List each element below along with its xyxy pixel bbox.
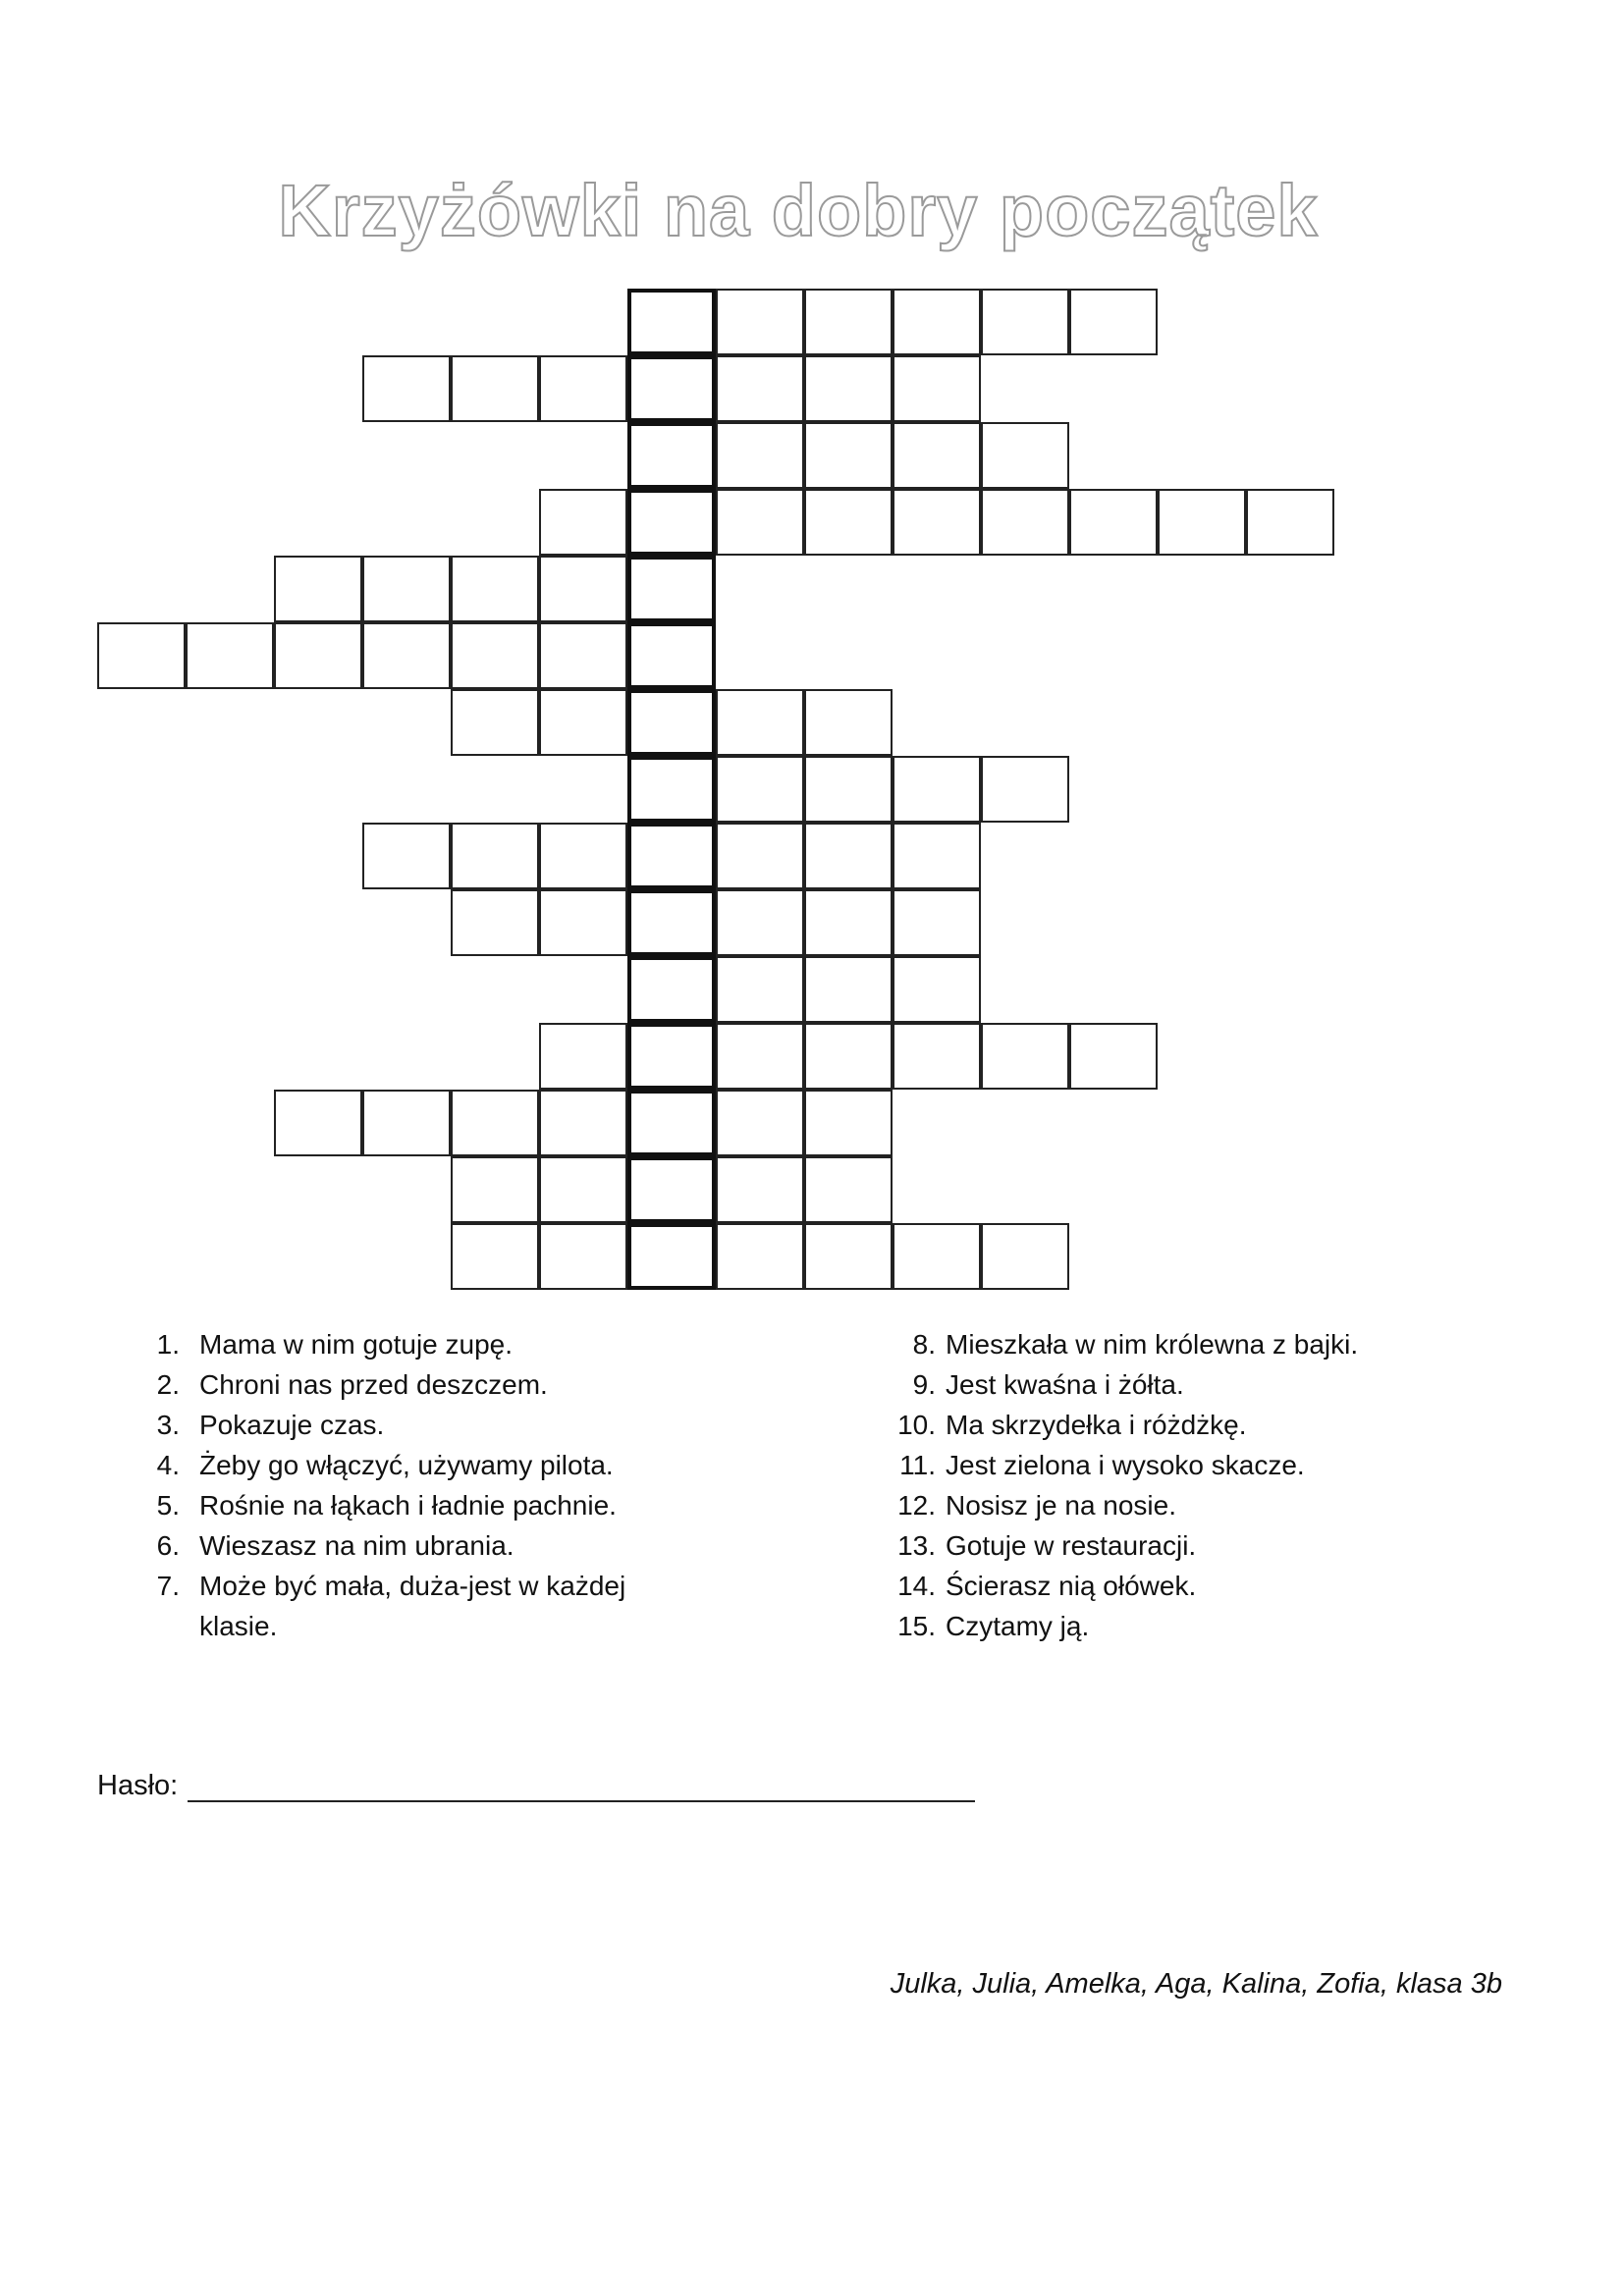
crossword-cell[interactable] (451, 1156, 539, 1223)
clue-text: Jest zielona i wysoko skacze. (946, 1450, 1305, 1480)
crossword-cell[interactable] (716, 1156, 804, 1223)
crossword-cell[interactable] (804, 956, 893, 1023)
crossword-cell[interactable] (716, 756, 804, 823)
crossword-key-cell[interactable] (627, 1223, 716, 1290)
crossword-cell[interactable] (539, 1156, 627, 1223)
crossword-cell[interactable] (716, 1090, 804, 1156)
crossword-cell[interactable] (716, 289, 804, 355)
crossword-cell[interactable] (539, 1023, 627, 1090)
clue-item (142, 1566, 692, 1646)
crossword-key-cell[interactable] (627, 289, 716, 355)
crossword-key-cell[interactable] (627, 756, 716, 823)
crossword-key-cell[interactable] (627, 956, 716, 1023)
clue-text: Jest kwaśna i żółta. (946, 1369, 1184, 1400)
crossword-cell[interactable] (804, 823, 893, 889)
clue-item (891, 1525, 1440, 1566)
clue-item (891, 1324, 1440, 1364)
crossword-cell[interactable] (362, 556, 451, 622)
clue-number: 13. (897, 1530, 936, 1561)
clue-number: 9. (912, 1369, 936, 1400)
crossword-key-cell[interactable] (627, 1023, 716, 1090)
crossword-cell[interactable] (1069, 289, 1158, 355)
crossword-cell[interactable] (716, 355, 804, 422)
clue-item (142, 1324, 692, 1364)
crossword-cell[interactable] (981, 289, 1069, 355)
clue-number: 6. (156, 1530, 180, 1561)
clue-text: Żeby go włączyć, używamy pilota. (199, 1450, 614, 1480)
authors-credit: Julka, Julia, Amelka, Aga, Kalina, Zofia, klasa 3b (890, 1968, 1502, 2000)
clue-number: 2. (156, 1369, 180, 1400)
crossword-cell[interactable] (893, 355, 981, 422)
crossword-cell[interactable] (274, 1090, 362, 1156)
crossword-cell[interactable] (451, 622, 539, 689)
crossword-cell[interactable] (274, 622, 362, 689)
crossword-cell[interactable] (539, 622, 627, 689)
crossword-cell[interactable] (804, 1223, 893, 1290)
crossword-cell[interactable] (451, 556, 539, 622)
crossword-cell[interactable] (186, 622, 274, 689)
crossword-cell[interactable] (981, 422, 1069, 489)
crossword-cell[interactable] (539, 1090, 627, 1156)
crossword-cell[interactable] (539, 1223, 627, 1290)
crossword-key-cell[interactable] (627, 422, 716, 489)
crossword-cell[interactable] (1069, 1023, 1158, 1090)
crossword-cell[interactable] (804, 889, 893, 956)
clue-number: 1. (156, 1329, 180, 1360)
crossword-cell[interactable] (804, 489, 893, 556)
clue-item (142, 1485, 692, 1525)
clue-number: 10. (897, 1410, 936, 1440)
clue-item (142, 1405, 692, 1445)
clue-text: Mieszkała w nim królewna z bajki. (946, 1329, 1359, 1360)
crossword-cell[interactable] (1158, 489, 1246, 556)
clue-list-right (891, 1324, 1440, 1646)
clue-item (891, 1364, 1440, 1405)
crossword-cell[interactable] (804, 1156, 893, 1223)
crossword-cell[interactable] (97, 622, 186, 689)
crossword-cell[interactable] (362, 1090, 451, 1156)
clue-item (142, 1525, 692, 1566)
crossword-cell[interactable] (716, 689, 804, 756)
crossword-cell[interactable] (362, 823, 451, 889)
clue-text: Ma skrzydełka i różdżkę. (946, 1410, 1247, 1440)
clue-text: Może być mała, duża-jest w każdej klasie. (199, 1571, 626, 1641)
crossword-cell[interactable] (893, 1223, 981, 1290)
page-title: Krzyżówki na dobry początek (278, 170, 1319, 251)
crossword-cell[interactable] (893, 823, 981, 889)
answer-line (97, 1770, 975, 1802)
crossword-cell[interactable] (981, 1223, 1069, 1290)
clue-text: Wieszasz na nim ubrania. (199, 1530, 514, 1561)
clue-number: 15. (897, 1611, 936, 1641)
clue-text: Czytamy ją. (946, 1611, 1090, 1641)
crossword-key-cell[interactable] (627, 355, 716, 422)
crossword-cell[interactable] (716, 422, 804, 489)
clue-text: Pokazuje czas. (199, 1410, 385, 1440)
clue-item (891, 1606, 1440, 1646)
crossword-cell[interactable] (893, 422, 981, 489)
crossword-cell[interactable] (716, 823, 804, 889)
crossword-cell[interactable] (981, 489, 1069, 556)
crossword-cell[interactable] (893, 489, 981, 556)
clue-item (142, 1364, 692, 1405)
clue-number: 3. (156, 1410, 180, 1440)
clue-text: Rośnie na łąkach i ładnie pachnie. (199, 1490, 617, 1521)
crossword-cell[interactable] (981, 1023, 1069, 1090)
crossword-cell[interactable] (539, 355, 627, 422)
crossword-cell[interactable] (804, 289, 893, 355)
crossword-key-cell[interactable] (627, 622, 716, 689)
crossword-cell[interactable] (716, 889, 804, 956)
clue-text: Chroni nas przed deszczem. (199, 1369, 548, 1400)
clue-text: Nosisz je na nosie. (946, 1490, 1177, 1521)
crossword-cell[interactable] (893, 289, 981, 355)
clue-number: 8. (912, 1329, 936, 1360)
crossword-key-cell[interactable] (627, 823, 716, 889)
crossword-key-cell[interactable] (627, 889, 716, 956)
crossword-cell[interactable] (804, 756, 893, 823)
answer-label: Hasło: (97, 1770, 179, 1801)
crossword-key-cell[interactable] (627, 689, 716, 756)
crossword-cell[interactable] (716, 1223, 804, 1290)
crossword-cell[interactable] (539, 489, 627, 556)
crossword-cell[interactable] (804, 422, 893, 489)
crossword-cell[interactable] (893, 956, 981, 1023)
clue-list-left (142, 1324, 692, 1646)
crossword-cell[interactable] (804, 689, 893, 756)
clue-number: 12. (897, 1490, 936, 1521)
crossword-cell[interactable] (451, 689, 539, 756)
clue-item (142, 1445, 692, 1485)
clue-number: 14. (897, 1571, 936, 1601)
clue-number: 7. (156, 1571, 180, 1601)
crossword-key-cell[interactable] (627, 489, 716, 556)
crossword-cell[interactable] (981, 756, 1069, 823)
crossword-key-cell[interactable] (627, 1090, 716, 1156)
clue-item (891, 1485, 1440, 1525)
crossword-cell[interactable] (539, 556, 627, 622)
crossword-cell[interactable] (451, 355, 539, 422)
crossword-cell[interactable] (893, 1023, 981, 1090)
crossword-cell[interactable] (804, 355, 893, 422)
clue-item (891, 1445, 1440, 1485)
crossword-cell[interactable] (539, 823, 627, 889)
clue-number: 5. (156, 1490, 180, 1521)
crossword-cell[interactable] (1246, 489, 1334, 556)
crossword-cell[interactable] (539, 889, 627, 956)
crossword-cell[interactable] (716, 489, 804, 556)
crossword-cell[interactable] (804, 1090, 893, 1156)
clue-item (891, 1405, 1440, 1445)
clue-text: Ścierasz nią ołówek. (946, 1571, 1197, 1601)
clue-text: Mama w nim gotuje zupę. (199, 1329, 514, 1360)
crossword-cell[interactable] (1069, 489, 1158, 556)
crossword-cell[interactable] (893, 756, 981, 823)
clue-text: Gotuje w restauracji. (946, 1530, 1197, 1561)
crossword-cell[interactable] (362, 622, 451, 689)
answer-blank[interactable] (188, 1775, 975, 1802)
crossword-cell[interactable] (893, 889, 981, 956)
crossword-cell[interactable] (539, 689, 627, 756)
crossword-cell[interactable] (362, 355, 451, 422)
crossword-cell[interactable] (274, 556, 362, 622)
crossword-cell[interactable] (451, 889, 539, 956)
crossword-cell[interactable] (716, 1023, 804, 1090)
clue-number: 4. (156, 1450, 180, 1480)
clue-number: 11. (899, 1450, 936, 1480)
clue-item (891, 1566, 1440, 1606)
crossword-cell[interactable] (451, 823, 539, 889)
crossword-key-cell[interactable] (627, 1156, 716, 1223)
crossword-cell[interactable] (804, 1023, 893, 1090)
crossword-key-cell[interactable] (627, 556, 716, 622)
crossword-cell[interactable] (451, 1223, 539, 1290)
crossword-cell[interactable] (451, 1090, 539, 1156)
crossword-cell[interactable] (716, 956, 804, 1023)
